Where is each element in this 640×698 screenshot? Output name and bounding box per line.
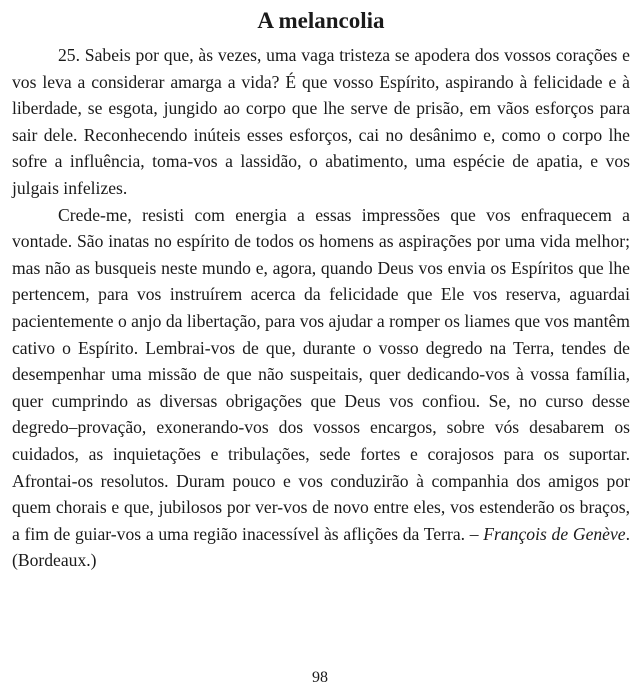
paragraph-1-text: 25. Sabeis por que, às vezes, uma vaga tristeza se apodera dos vossos corações e vos leva a considerar amarga a vida? É que vosso Espírito, aspirando à felicidade e à liberdade, se esgota, jungido ao corpo que lhe serve de prisão, em vãos esforços para sair dele. Reconhecendo inúteis esses esforços, cai no desânimo e, como o corpo lhe sofre a influência, toma-vos a lassidão, o abatimento, uma espécie de apatia, e vos julgais infelizes. <box>12 45 630 198</box>
paragraph-2-text: Crede-me, resisti com energia a essas impressões que vos enfraquecem a vontade. São inatas no espírito de todos os homens as aspirações por uma vida melhor; mas não as busqueis neste mundo e, agora, quando Deus vos envia os Espíritos que lhe pertencem, para vos instruírem acerca da felicidade que Ele vos reserva, aguardai pacientemente o anjo da libertação, para vos ajudar a romper os liames que vos mantêm cativo o Espírito. Lembrai-vos de que, durante o vosso degredo na Terra, tendes de desempenhar uma missão de que não suspeitais, quer dedicando-vos à vossa família, quer cumprindo as diversas obrigações que Deus vos confiou. Se, no curso desse degredo–provação, exonerando-vos dos vossos encargos, sobre vós desabarem os cuidados, as inquietações e tribulações, sede fortes e corajosos para os suportar. Afrontai-os resolutos. Duram pouco e vos conduzirão à companhia dos amigos por quem chorais e que, jubilosos por ver-vos de novo entre eles, vos estenderão os braços, a fim de guiar-vos a uma região inacessível às aflições da Terra. – <box>12 204 630 544</box>
paragraph-1 <box>12 42 630 202</box>
page-title: A melancolia <box>257 8 385 33</box>
page-content <box>12 6 630 574</box>
paragraph-2 <box>12 202 630 574</box>
place-note: . (Bordeaux.) <box>12 523 631 571</box>
page-number: 98 <box>312 669 328 686</box>
author-signature: François de Genève <box>483 523 626 544</box>
